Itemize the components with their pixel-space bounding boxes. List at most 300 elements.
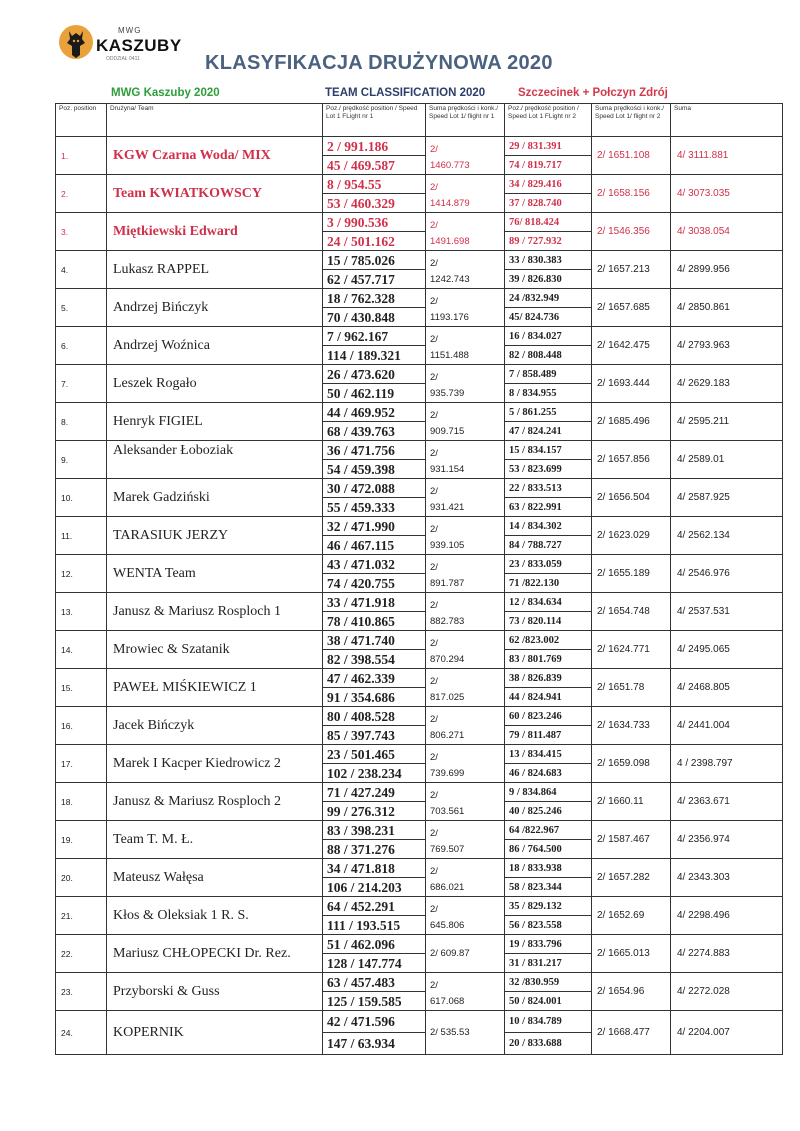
- flight1-second: [323, 612, 426, 631]
- team-name: Lukasz RAPPEL: [107, 251, 323, 289]
- sum1-count: 2/: [430, 828, 438, 839]
- position-cell: 20.: [56, 859, 107, 897]
- sum1-value: 939.105: [430, 540, 465, 551]
- flight1-second-value: 91 / 354.686: [327, 689, 395, 705]
- flight2-second: [505, 498, 592, 517]
- flight1-second-value: 74 / 420.755: [327, 575, 395, 591]
- flight1-second: [323, 156, 426, 175]
- sum1-value: 891.787: [430, 578, 465, 589]
- flight1-second: [323, 802, 426, 821]
- flight1-second-value: 45 / 469.587: [327, 157, 395, 173]
- sum1-value: 1491.698: [430, 236, 470, 247]
- sum1-cell: [426, 783, 505, 821]
- sum2-cell: 2/ 1624.771: [592, 631, 671, 669]
- flight1-second-value: 114 / 189.321: [327, 347, 401, 363]
- position-cell: 23.: [56, 973, 107, 1011]
- flight2-second-value: 37 / 828.740: [509, 197, 562, 209]
- sum1-count: 2/: [430, 182, 438, 193]
- flight1-second: [323, 422, 426, 441]
- flight1-second-value: 125 / 159.585: [327, 993, 402, 1009]
- flight1-first-value: 8 / 954.55: [327, 176, 382, 192]
- team-name: Mrowiec & Szatanik: [107, 631, 323, 669]
- flight1-second: [323, 536, 426, 555]
- team-name: Andrzej Woźnica: [107, 327, 323, 365]
- flight1-second: [323, 954, 426, 973]
- flight1-second-value: 106 / 214.203: [327, 879, 402, 895]
- sum1-value: 806.271: [430, 730, 465, 741]
- flight1-first-value: 34 / 471.818: [327, 860, 395, 876]
- sum2-cell: 2/ 1656.504: [592, 479, 671, 517]
- sum1-value: 1414.879: [430, 198, 470, 209]
- sum1-cell: [426, 213, 505, 251]
- flight2-second-value: 39 / 826.830: [509, 273, 562, 285]
- sum1-count: 2/: [430, 790, 438, 801]
- flight2-first-value: 32 /830.959: [509, 976, 560, 988]
- flight1-second-value: 68 / 439.763: [327, 423, 395, 439]
- sum1-count: 2/: [430, 296, 438, 307]
- flight2-first: [505, 555, 592, 574]
- flight1-first: [323, 213, 426, 232]
- flight1-first-value: 36 / 471.756: [327, 442, 395, 458]
- flight2-second-value: 47 / 824.241: [509, 425, 562, 437]
- sum1-count: 2/: [430, 524, 438, 535]
- sum1-count: 2/: [430, 600, 438, 611]
- position-cell: 1.: [56, 137, 107, 175]
- flight1-first: [323, 859, 426, 878]
- sum1-value: 739.699: [430, 768, 465, 779]
- flight1-second-value: 78 / 410.865: [327, 613, 395, 629]
- flight2-first-value: 64 /822.967: [509, 824, 560, 836]
- team-name: Miętkiewski Edward: [107, 213, 323, 251]
- table-row: [56, 289, 783, 308]
- team-name: Jacek Bińczyk: [107, 707, 323, 745]
- sum1-count: 2/: [430, 448, 438, 459]
- sum2-cell: 2/ 1657.856: [592, 441, 671, 479]
- table-row: [56, 745, 783, 764]
- sum1-value: 909.715: [430, 426, 465, 437]
- sum2-cell: 2/ 1685.496: [592, 403, 671, 441]
- sum2-cell: 2/ 1654.96: [592, 973, 671, 1011]
- table-row: [56, 175, 783, 194]
- flight1-first-value: 42 / 471.596: [327, 1013, 395, 1029]
- flight2-second-value: 53 / 823.699: [509, 463, 562, 475]
- table-row: [56, 859, 783, 878]
- flight1-first-value: 63 / 457.483: [327, 974, 395, 990]
- flight2-second: [505, 308, 592, 327]
- flight1-first: [323, 175, 426, 194]
- table-row: [56, 517, 783, 536]
- flight2-second: [505, 726, 592, 745]
- flight1-first: [323, 973, 426, 992]
- sum1-count: 2/: [430, 486, 438, 497]
- sum2-cell: 2/ 1657.685: [592, 289, 671, 327]
- flight2-first-value: 19 / 833.796: [509, 938, 562, 950]
- total-cell: 4/ 2356.974: [671, 821, 783, 859]
- flight2-second: [505, 878, 592, 897]
- flight2-second-value: 74 / 819.717: [509, 159, 562, 171]
- team-name: TARASIUK JERZY: [107, 517, 323, 555]
- flight1-second: [323, 650, 426, 669]
- position-cell: 15.: [56, 669, 107, 707]
- logo-brand: KASZUBY: [96, 36, 182, 55]
- sum1-count: 2/: [430, 410, 438, 421]
- team-name: Team T. M. Ł.: [107, 821, 323, 859]
- subtitle-center: TEAM CLASSIFICATION 2020: [325, 87, 486, 99]
- total-cell: 4/ 2495.065: [671, 631, 783, 669]
- sum2-cell: 2/ 1668.477: [592, 1011, 671, 1055]
- flight1-first: [323, 327, 426, 346]
- table-row: [56, 1011, 783, 1033]
- flight1-second-value: 88 / 371.276: [327, 841, 395, 857]
- sum2-cell: 2/ 1658.156: [592, 175, 671, 213]
- total-cell: 4/ 2272.028: [671, 973, 783, 1011]
- flight1-second-value: 46 / 467.115: [327, 537, 395, 553]
- flight2-second-value: 20 / 833.688: [509, 1037, 562, 1049]
- flight2-first: [505, 441, 592, 460]
- flight1-second: [323, 194, 426, 213]
- sum1-count: 2/: [430, 638, 438, 649]
- position-cell: 11.: [56, 517, 107, 555]
- sum1-cell: [426, 745, 505, 783]
- table-row: [56, 707, 783, 726]
- sum2-cell: 2/ 1657.213: [592, 251, 671, 289]
- team-name: Aleksander Łoboziak: [107, 441, 323, 479]
- flight2-second-value: 71 /822.130: [509, 577, 560, 589]
- flight2-second-value: 8 / 834.955: [509, 387, 557, 399]
- flight1-second: [323, 1033, 426, 1055]
- total-cell: 4/ 2589.01: [671, 441, 783, 479]
- flight1-first: [323, 707, 426, 726]
- flight2-second-value: 45/ 824.736: [509, 311, 560, 323]
- flight2-first-value: 33 / 830.383: [509, 254, 562, 266]
- total-cell: 4/ 2546.976: [671, 555, 783, 593]
- team-name: Mariusz CHŁOPECKI Dr. Rez.: [107, 935, 323, 973]
- team-name: KOPERNIK: [107, 1011, 323, 1055]
- flight1-first: [323, 365, 426, 384]
- flight1-second: [323, 232, 426, 251]
- flight2-first: [505, 935, 592, 954]
- flight1-first-value: 64 / 452.291: [327, 898, 395, 914]
- sum1-cell: [426, 1011, 505, 1055]
- table-row: [56, 897, 783, 916]
- team-name: Przyborski & Guss: [107, 973, 323, 1011]
- flight2-second: [505, 384, 592, 403]
- sum2-cell: 2/ 1546.356: [592, 213, 671, 251]
- flight1-first: [323, 669, 426, 688]
- sum2-cell: 2/ 1660.11: [592, 783, 671, 821]
- total-cell: 4/ 2629.183: [671, 365, 783, 403]
- sum1-value: 882.783: [430, 616, 465, 627]
- position-cell: 14.: [56, 631, 107, 669]
- sum1-value: 935.739: [430, 388, 465, 399]
- flight2-second: [505, 916, 592, 935]
- flight1-first-value: 32 / 471.990: [327, 518, 395, 534]
- flight1-second: [323, 270, 426, 289]
- flight2-first: [505, 479, 592, 498]
- sum2-cell: 2/ 1651.108: [592, 137, 671, 175]
- flight1-second: [323, 498, 426, 517]
- flight1-first-value: 71 / 427.249: [327, 784, 395, 800]
- total-cell: 4/ 2595.211: [671, 403, 783, 441]
- flight2-second: [505, 156, 592, 175]
- flight2-second: [505, 802, 592, 821]
- flight2-first: [505, 631, 592, 650]
- flight1-first: [323, 251, 426, 270]
- sum1-value: 703.561: [430, 806, 465, 817]
- flight2-first: [505, 517, 592, 536]
- flight1-first-value: 23 / 501.465: [327, 746, 395, 762]
- header-total: Suma: [671, 104, 783, 137]
- sum1-cell: [426, 289, 505, 327]
- sum1-cell: [426, 517, 505, 555]
- logo-tagline: ODDZIAŁ 0411: [106, 56, 140, 62]
- flight2-second: [505, 194, 592, 213]
- subtitle-left: MWG Kaszuby 2020: [111, 87, 220, 99]
- sum1-value: 817.025: [430, 692, 465, 703]
- flight2-first: [505, 175, 592, 194]
- flight2-first-value: 22 / 833.513: [509, 482, 562, 494]
- club-logo: [58, 22, 182, 68]
- sum1-value: 645.806: [430, 920, 465, 931]
- sum1-value: 1460.773: [430, 160, 470, 171]
- sum1-cell: [426, 479, 505, 517]
- flight1-first: [323, 593, 426, 612]
- sum1-cell: [426, 707, 505, 745]
- sum1-count: 2/: [430, 220, 438, 231]
- flight2-second-value: 86 / 764.500: [509, 843, 562, 855]
- sum1-cell: [426, 897, 505, 935]
- flight1-first: [323, 289, 426, 308]
- flight1-first: [323, 935, 426, 954]
- sum1-count: 2/: [430, 144, 438, 155]
- flight1-first-value: 51 / 462.096: [327, 936, 395, 952]
- sum2-cell: 2/ 1587.467: [592, 821, 671, 859]
- team-name: Andrzej Bińczyk: [107, 289, 323, 327]
- sum2-cell: 2/ 1651.78: [592, 669, 671, 707]
- total-cell: 4/ 2343.303: [671, 859, 783, 897]
- position-cell: 13.: [56, 593, 107, 631]
- flight2-first-value: 23 / 833.059: [509, 558, 562, 570]
- flight2-second: [505, 840, 592, 859]
- flight2-first: [505, 669, 592, 688]
- table-row: [56, 555, 783, 574]
- flight2-first-value: 16 / 834.027: [509, 330, 562, 342]
- table-row: [56, 783, 783, 802]
- flight2-first-value: 34 / 829.416: [509, 178, 562, 190]
- flight1-second: [323, 764, 426, 783]
- flight1-second-value: 82 / 398.554: [327, 651, 395, 667]
- sum2-cell: 2/ 1693.444: [592, 365, 671, 403]
- position-cell: 18.: [56, 783, 107, 821]
- flight2-first: [505, 593, 592, 612]
- team-name: Mateusz Wałęsa: [107, 859, 323, 897]
- flight2-first-value: 9 / 834.864: [509, 786, 557, 798]
- flight1-first: [323, 1011, 426, 1033]
- sum1-value: 769.507: [430, 844, 465, 855]
- flight2-first: [505, 137, 592, 156]
- flight2-first-value: 24 /832.949: [509, 292, 560, 304]
- flight2-first-value: 29 / 831.391: [509, 140, 562, 152]
- flight2-first: [505, 289, 592, 308]
- flight2-first-value: 18 / 833.938: [509, 862, 562, 874]
- flight1-second-value: 50 / 462.119: [327, 385, 395, 401]
- flight2-first-value: 15 / 834.157: [509, 444, 562, 456]
- sum1-value: 1193.176: [430, 312, 469, 323]
- table-row: [56, 821, 783, 840]
- flight2-first-value: 5 / 861.255: [509, 406, 557, 418]
- flight2-second-value: 50 / 824.001: [509, 995, 562, 1007]
- sum1-cell: [426, 555, 505, 593]
- flight2-second-value: 31 / 831.217: [509, 957, 562, 969]
- sum2-cell: 2/ 1623.029: [592, 517, 671, 555]
- table-row: [56, 327, 783, 346]
- flight2-second-value: 63 / 822.991: [509, 501, 562, 513]
- sum2-cell: 2/ 1665.013: [592, 935, 671, 973]
- flight2-first-value: 12 / 834.634: [509, 596, 562, 608]
- flight1-second-value: 24 / 501.162: [327, 233, 395, 249]
- flight2-second: [505, 574, 592, 593]
- flight1-first-value: 38 / 471.740: [327, 632, 395, 648]
- total-cell: 4/ 2850.861: [671, 289, 783, 327]
- flight1-second: [323, 840, 426, 859]
- table-row: [56, 669, 783, 688]
- sum1-value: 617.068: [430, 996, 465, 1007]
- sum1-value: 931.421: [430, 502, 465, 513]
- flight1-second-value: 111 / 193.515: [327, 917, 401, 933]
- flight1-first: [323, 555, 426, 574]
- header-sum1: Suma prędkości i konk./ Speed Lot 1/ flight nr 1: [426, 104, 505, 137]
- flight1-first: [323, 403, 426, 422]
- flight1-second: [323, 308, 426, 327]
- sum1-cell: [426, 593, 505, 631]
- sum1-value: 931.154: [430, 464, 465, 475]
- header-team: Drużyna/ Team: [107, 104, 323, 137]
- flight2-first: [505, 251, 592, 270]
- position-cell: 10.: [56, 479, 107, 517]
- flight1-second-value: 128 / 147.774: [327, 955, 402, 971]
- flight1-first: [323, 745, 426, 764]
- sum1-cell: [426, 935, 505, 973]
- position-cell: 7.: [56, 365, 107, 403]
- position-cell: 22.: [56, 935, 107, 973]
- total-cell: 4/ 2899.956: [671, 251, 783, 289]
- sum1-count: 2/: [430, 562, 438, 573]
- sum1-cell: [426, 821, 505, 859]
- flight1-first-value: 3 / 990.536: [327, 214, 389, 230]
- flight2-first-value: 62 /823.002: [509, 634, 560, 646]
- team-name: Marek Gadziński: [107, 479, 323, 517]
- flight2-second-value: 82 / 808.448: [509, 349, 562, 361]
- position-cell: 12.: [56, 555, 107, 593]
- flight1-first-value: 2 / 991.186: [327, 138, 389, 154]
- flight2-first: [505, 745, 592, 764]
- table-row: [56, 479, 783, 498]
- position-cell: 19.: [56, 821, 107, 859]
- team-name: Janusz & Mariusz Rosploch 1: [107, 593, 323, 631]
- position-cell: 24.: [56, 1011, 107, 1055]
- flight2-first: [505, 403, 592, 422]
- sum2-cell: 2/ 1657.282: [592, 859, 671, 897]
- table-row: [56, 403, 783, 422]
- team-name: WENTA Team: [107, 555, 323, 593]
- sum2-cell: 2/ 1659.098: [592, 745, 671, 783]
- flight2-first: [505, 821, 592, 840]
- flight2-first-value: 14 / 834.302: [509, 520, 562, 532]
- sum1-count: 2/: [430, 676, 438, 687]
- header-flight1: Poz./ prędkość position / Speed Lot 1 FLight nr 1: [323, 104, 426, 137]
- flight2-second-value: 83 / 801.769: [509, 653, 562, 665]
- flight1-second: [323, 992, 426, 1011]
- flight1-first-value: 7 / 962.167: [327, 328, 389, 344]
- table-row: [56, 593, 783, 612]
- flight2-second: [505, 992, 592, 1011]
- sum1-cell: [426, 403, 505, 441]
- total-cell: 4 / 2398.797: [671, 745, 783, 783]
- flight1-second-value: 99 / 276.312: [327, 803, 395, 819]
- header-sum2: Suma prędkości i konk./ Speed Lot 1/ flight nr 2: [592, 104, 671, 137]
- table-row: [56, 213, 783, 232]
- flight1-second-value: 55 / 459.333: [327, 499, 395, 515]
- flight1-first-value: 43 / 471.032: [327, 556, 395, 572]
- sum1-cell: [426, 327, 505, 365]
- flight1-first-value: 47 / 462.339: [327, 670, 395, 686]
- team-name: KGW Czarna Woda/ MIX: [107, 137, 323, 175]
- position-cell: 16.: [56, 707, 107, 745]
- position-cell: 17.: [56, 745, 107, 783]
- sum1-count: 2/: [430, 258, 438, 269]
- logo-top-text: MWG: [118, 26, 142, 35]
- flight2-first-value: 35 / 829.132: [509, 900, 562, 912]
- flight1-first: [323, 137, 426, 156]
- team-name: Janusz & Mariusz Rosploch 2: [107, 783, 323, 821]
- total-cell: 4/ 3111.881: [671, 137, 783, 175]
- total-cell: 4/ 2441.004: [671, 707, 783, 745]
- sum1-cell: [426, 175, 505, 213]
- classification-table: [55, 103, 783, 1055]
- flight1-first-value: 80 / 408.528: [327, 708, 395, 724]
- team-name: Marek I Kacper Kiedrowicz 2: [107, 745, 323, 783]
- flight2-first: [505, 783, 592, 802]
- position-cell: 6.: [56, 327, 107, 365]
- total-cell: 4/ 2363.671: [671, 783, 783, 821]
- flight1-first-value: 18 / 762.328: [327, 290, 395, 306]
- flight1-second-value: 54 / 459.398: [327, 461, 395, 477]
- flight2-second-value: 44 / 824.941: [509, 691, 562, 703]
- flight2-second: [505, 232, 592, 251]
- flight1-first: [323, 783, 426, 802]
- flight2-first: [505, 859, 592, 878]
- flight2-second: [505, 954, 592, 973]
- flight2-second-value: 56 / 823.558: [509, 919, 562, 931]
- flight2-first: [505, 973, 592, 992]
- flight2-second: [505, 764, 592, 783]
- flight2-first-value: 7 / 858.489: [509, 368, 557, 380]
- flight2-second-value: 79 / 811.487: [509, 729, 562, 741]
- flight1-first-value: 26 / 473.620: [327, 366, 395, 382]
- flight2-second-value: 46 / 824.683: [509, 767, 562, 779]
- sum1-count: 2/: [430, 752, 438, 763]
- sum1-count: 2/: [430, 980, 438, 991]
- position-cell: 21.: [56, 897, 107, 935]
- team-name: PAWEŁ MIŚKIEWICZ 1: [107, 669, 323, 707]
- sum2-cell: 2/ 1642.475: [592, 327, 671, 365]
- flight1-second-value: 102 / 238.234: [327, 765, 402, 781]
- sum1-cell: [426, 973, 505, 1011]
- flight1-first-value: 33 / 471.918: [327, 594, 395, 610]
- flight1-second-value: 62 / 457.717: [327, 271, 395, 287]
- page-title: KLASYFIKACJA DRUŻYNOWA 2020: [205, 52, 553, 74]
- total-cell: 4/ 2587.925: [671, 479, 783, 517]
